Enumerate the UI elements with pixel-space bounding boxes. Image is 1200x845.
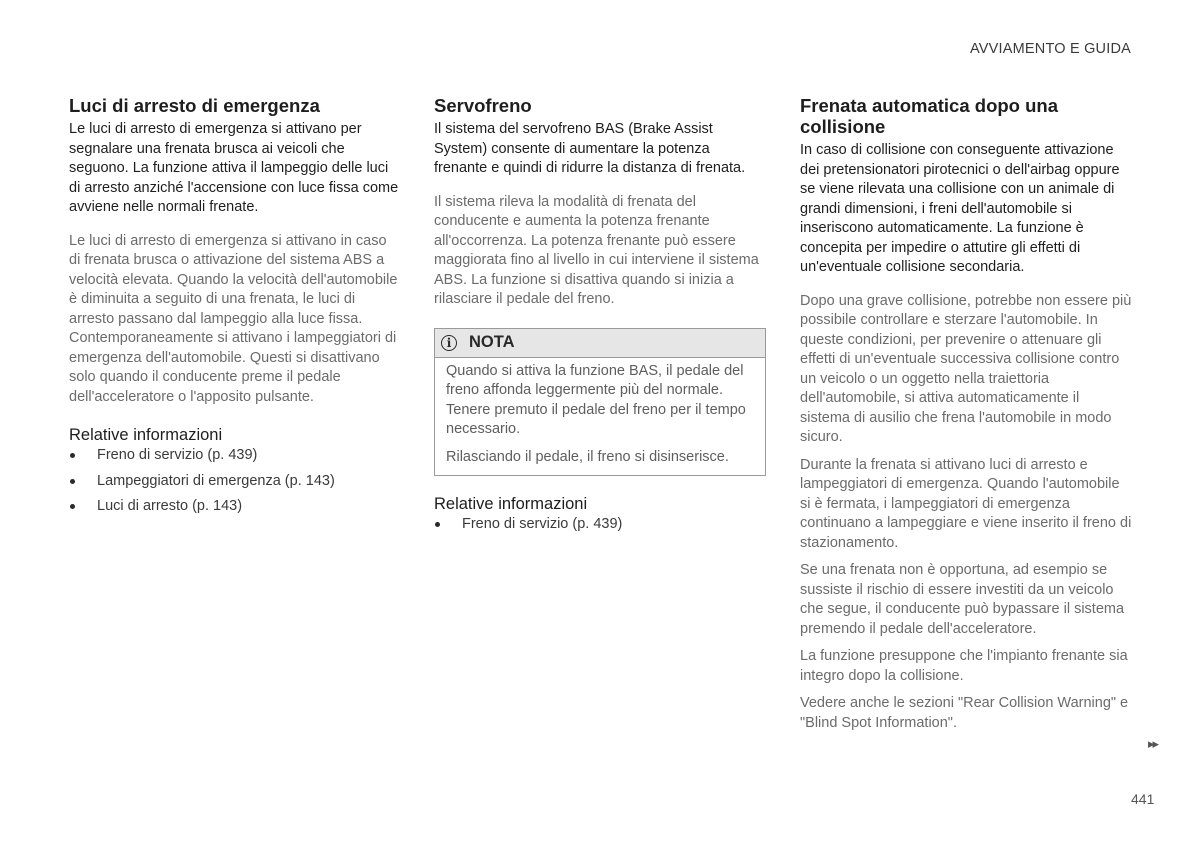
related-link-label: Lampeggiatori di emergenza (p. 143) xyxy=(97,472,335,489)
bullet-icon xyxy=(70,479,75,484)
related-info-list xyxy=(434,515,766,535)
related-link-label: Luci di arresto (p. 143) xyxy=(97,498,243,514)
body-paragraph: Vedere anche le sezioni "Rear Collision Warning" e "Blind Spot Information". xyxy=(800,695,1129,731)
note-paragraph: Rilasciando il pedale, il freno si disinserisce. xyxy=(446,448,729,465)
related-link[interactable] xyxy=(69,472,399,492)
body-paragraph: Il sistema rileva la modalità di frenata del conducente e aumenta la potenza frenante all'occorrenza. La potenza frenante può essere maggiorata fino al livello in cui interviene il sistema ABS. La funzione si disattiva quando si inizia a rilasciare il pedale del freno. xyxy=(434,193,759,307)
lead-paragraph: Il sistema del servofreno BAS (Brake Assist System) consente di aumentare la potenza frenante e quindi di ridurre la distanza di frenata. xyxy=(434,121,746,176)
continue-arrow-icon: ▸▸ xyxy=(1148,736,1158,751)
related-info-heading: Relative informazioni xyxy=(69,426,223,444)
column-post-collision-braking xyxy=(800,95,1132,733)
lead-paragraph: Le luci di arresto di emergenza si attivano per segnalare una frenata brusca ai veicoli che seguono. La funzione attiva il lampeggio delle luci di arresto anziché l'accensione con luce fissa come avviene nelle normali frenate. xyxy=(69,121,399,215)
body-paragraph: Se una frenata non è opportuna, ad esempio se sussiste il rischio di essere investiti da un veicolo che segue, il conducente può bypassare il sistema premendo il pedale dell'acceleratore. xyxy=(800,562,1125,637)
lead-paragraph: In caso di collisione con conseguente attivazione dei pretensionatori pirotecnici o dell'airbag oppure se viene rilevata una collisione con un animale di grandi dimensioni, i freni dell'automobile si inseriscono automaticamente. La funzione è concepita per impedire o attutire gli effetti di un'eventuale collisione secondaria. xyxy=(800,142,1120,275)
section-title: Frenata automatica dopo una collisione xyxy=(800,95,1059,137)
related-link[interactable] xyxy=(69,497,399,517)
related-info-heading: Relative informazioni xyxy=(434,495,588,513)
related-info-list xyxy=(69,446,399,517)
note-title: NOTA xyxy=(469,333,515,351)
section-title: Luci di arresto di emergenza xyxy=(69,95,320,116)
body-paragraph: Le luci di arresto di emergenza si attivano in caso di frenata brusca o attivazione del sistema ABS a velocità elevata. Quando la velocità dell'automobile è diminuita a seguito di una frenata, le luci di arresto passano dal lampeggio alla luce fissa. Contemporaneamente si attivano i lampeggiatori di emergenza dell'automobile. Questi si disattivano solo quando il conducente preme il pedale dell'acceleratore o l'apposito pulsante. xyxy=(69,232,398,405)
column-emergency-brake-lights xyxy=(69,95,399,523)
bullet-icon xyxy=(70,504,75,509)
body-paragraph: Durante la frenata si attivano luci di arresto e lampeggiatori di emergenza. Quando l'automobile si è fermata, i lampeggiatori di emergenza continuano a lampeggiare e viene inserito il freno di stazionamento. xyxy=(800,456,1132,551)
note-box xyxy=(434,328,766,477)
bullet-icon xyxy=(70,453,75,458)
related-link[interactable] xyxy=(434,515,766,535)
page-number: 441 xyxy=(1131,791,1155,807)
bullet-icon xyxy=(435,522,440,527)
related-link-label: Freno di servizio (p. 439) xyxy=(462,516,623,532)
related-link-label: Freno di servizio (p. 439) xyxy=(97,447,258,463)
note-header xyxy=(435,329,765,358)
related-link[interactable] xyxy=(69,446,399,466)
info-icon: i xyxy=(441,335,457,351)
body-paragraph: Dopo una grave collisione, potrebbe non essere più possibile controllare e sterzare l'automobile. In queste condizioni, per prevenire o attenuare gli effetti di un'eventuale successiva collisione contro un veicolo o un oggetto nella traiettoria dell'automobile, si attiva automaticamente il sistema di ausilio che frena l'automobile in modo sicuro. xyxy=(800,292,1132,445)
note-paragraph: Quando si attiva la funzione BAS, il pedale del freno affonda leggermente più del normale. Tenere premuto il pedale del freno per il tempo necessario. xyxy=(446,362,746,437)
section-title: Servofreno xyxy=(434,95,532,116)
column-brake-assist xyxy=(434,95,766,541)
note-body xyxy=(435,358,765,476)
section-header: AVVIAMENTO E GUIDA xyxy=(970,41,1131,57)
body-paragraph: La funzione presuppone che l'impianto frenante sia integro dopo la collisione. xyxy=(800,648,1128,684)
